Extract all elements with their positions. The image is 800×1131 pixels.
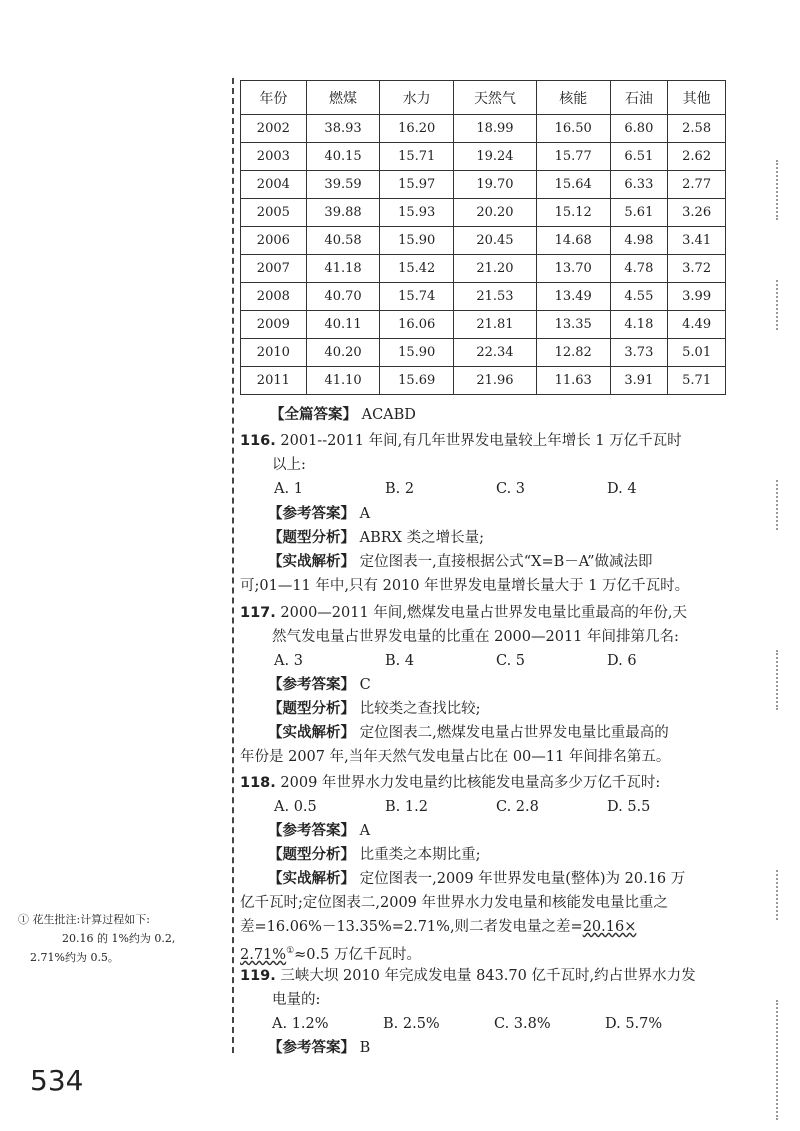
table-row [241,367,726,395]
question-117 [240,603,687,623]
table-cell: 15.64 [536,171,610,199]
question-text-cont: 电量的: [272,992,321,1008]
question-number: 119. [240,968,276,984]
table-header-cell: 其他 [668,81,726,115]
table-header-cell: 天然气 [454,81,537,115]
analysis-label: 【题型分析】 [268,847,355,863]
table-cell: 3.26 [668,199,726,227]
table-cell: 19.24 [454,143,537,171]
page-number: 534 [30,1064,84,1097]
option-d: D. 6 [607,653,637,669]
table-cell: 6.80 [610,115,668,143]
table-row [241,339,726,367]
table-cell: 19.70 [454,171,537,199]
analysis-label: 【题型分析】 [268,701,355,717]
option-d: D. 5.7% [605,1016,663,1032]
table-cell: 15.97 [380,171,454,199]
table-cell: 15.90 [380,227,454,255]
table-row [241,255,726,283]
full-answer-line [270,405,416,425]
table-cell: 39.59 [306,171,380,199]
table-header-cell: 石油 [610,81,668,115]
right-edge-marks [776,1000,778,1120]
answer-value: A [359,506,371,522]
full-answer-label: 【全篇答案】 [270,407,357,423]
solution-text-cont [240,941,421,965]
answer-value: B [359,1040,371,1056]
table-cell: 21.81 [454,311,537,339]
analysis-text: ABRX 类之增长量; [359,530,484,546]
analysis-text: 比重类之本期比重; [359,847,481,863]
solution-text-cont: 年份是 2007 年,当年天然气发电量占比在 00—11 年间排名第五。 [240,749,671,765]
table-cell: 40.20 [306,339,380,367]
table-cell: 41.10 [306,367,380,395]
option-a: A. 1.2% [272,1016,329,1032]
side-note-line: ① 花生批注:计算过程如下: [18,913,150,926]
table-cell: 40.15 [306,143,380,171]
analysis-label: 【题型分析】 [268,530,355,546]
table-cell: 15.69 [380,367,454,395]
table-cell: 2009 [241,311,307,339]
answer-line [268,1038,370,1058]
table-row [241,171,726,199]
table-cell: 15.90 [380,339,454,367]
table-header-cell: 核能 [536,81,610,115]
margin-divider [232,78,234,1053]
table-row [241,199,726,227]
solution-line [268,552,653,572]
table-cell: 14.68 [536,227,610,255]
right-edge-marks [776,160,778,220]
right-edge-marks [776,870,778,920]
table-cell: 13.70 [536,255,610,283]
table-cell: 2.62 [668,143,726,171]
table-cell: 3.41 [668,227,726,255]
answer-label: 【参考答案】 [268,1040,355,1056]
table-cell: 16.50 [536,115,610,143]
table-cell: 5.61 [610,199,668,227]
solution-text-cont: 可;01—11 年中,只有 2010 年世界发电量增长量大于 1 万亿千瓦时。 [240,578,690,594]
table-cell: 2011 [241,367,307,395]
energy-share-table [240,80,726,395]
table-cell: 15.77 [536,143,610,171]
analysis-line [268,845,481,865]
table-cell: 5.01 [668,339,726,367]
table-header-cell: 燃煤 [306,81,380,115]
table-cell: 2003 [241,143,307,171]
table-cell: 2008 [241,283,307,311]
solution-label: 【实战解析】 [268,554,355,570]
table-cell: 2007 [241,255,307,283]
right-edge-marks [776,650,778,710]
solution-text: ≈0.5 万亿千瓦时。 [294,946,421,963]
analysis-text: 比较类之查找比较; [359,701,481,717]
option-c: C. 3.8% [494,1016,551,1032]
table-cell: 15.93 [380,199,454,227]
option-d: D. 5.5 [607,799,651,815]
table-cell: 2010 [241,339,307,367]
table-cell: 6.51 [610,143,668,171]
table-cell: 4.49 [668,311,726,339]
table-cell: 39.88 [306,199,380,227]
answer-value: A [359,823,371,839]
table-cell: 4.78 [610,255,668,283]
table-cell: 2006 [241,227,307,255]
question-119 [240,966,696,986]
solution-line [268,869,685,889]
table-row [241,115,726,143]
table-row [241,283,726,311]
table-cell: 21.53 [454,283,537,311]
question-text: 2000—2011 年间,燃煤发电量占世界发电量比重最高的年份,天 [280,605,688,621]
answer-label: 【参考答案】 [268,506,355,522]
answer-label: 【参考答案】 [268,677,355,693]
solution-text: 差=16.06%－13.35%=2.71%,则二者发电量之差= [240,919,583,935]
table-cell: 20.20 [454,199,537,227]
table-cell: 3.91 [610,367,668,395]
annotated-calc: 20.16× [582,919,637,935]
question-text: 2009 年世界水力发电量约比核能发电量高多少万亿千瓦时: [280,775,661,791]
table-cell: 20.45 [454,227,537,255]
table-cell: 15.42 [380,255,454,283]
table-cell: 40.70 [306,283,380,311]
table-cell: 6.33 [610,171,668,199]
option-d: D. 4 [607,481,637,497]
full-answer-text: ACABD [361,407,416,423]
question-number: 116. [240,433,276,449]
solution-label: 【实战解析】 [268,871,355,887]
table-row [241,311,726,339]
solution-label: 【实战解析】 [268,725,355,741]
option-c: C. 2.8 [496,799,539,815]
option-a: A. 1 [274,481,303,497]
table-header-row [241,81,726,115]
option-a: A. 3 [274,653,303,669]
solution-text: 定位图表二,燃煤发电量占世界发电量比重最高的 [359,725,669,741]
solution-text-cont [240,917,636,937]
table-cell: 2005 [241,199,307,227]
table-cell: 15.12 [536,199,610,227]
table-cell: 2002 [241,115,307,143]
side-note-line: 2.71%约为 0.5。 [30,951,119,964]
table-cell: 21.96 [454,367,537,395]
answer-line [268,675,371,695]
table-cell: 13.49 [536,283,610,311]
table-cell: 11.63 [536,367,610,395]
answer-line [268,821,370,841]
question-text: 三峡大坝 2010 年完成发电量 843.70 亿千瓦时,约占世界水力发 [280,968,696,984]
table-cell: 12.82 [536,339,610,367]
answer-value: C [359,677,371,693]
option-c: C. 3 [496,481,526,497]
table-row [241,143,726,171]
answer-label: 【参考答案】 [268,823,355,839]
question-number: 117. [240,605,276,621]
solution-line [268,723,669,743]
table-cell: 38.93 [306,115,380,143]
table-cell: 22.34 [454,339,537,367]
table-cell: 13.35 [536,311,610,339]
side-note-line: 20.16 的 1%约为 0.2, [62,932,176,945]
table-cell: 2.77 [668,171,726,199]
option-b: B. 2.5% [383,1016,440,1032]
annotated-calc: 2.71% [240,946,287,963]
table-cell: 15.74 [380,283,454,311]
option-b: B. 2 [385,481,415,497]
table-cell: 4.55 [610,283,668,311]
table-cell: 3.73 [610,339,668,367]
answer-line [268,504,370,524]
table-cell: 4.18 [610,311,668,339]
question-116 [240,431,682,451]
table-cell: 41.18 [306,255,380,283]
table-cell: 18.99 [454,115,537,143]
table-cell: 16.20 [380,115,454,143]
table-cell: 21.20 [454,255,537,283]
analysis-line [268,528,484,548]
table-cell: 15.71 [380,143,454,171]
option-c: C. 5 [496,653,526,669]
table-cell: 16.06 [380,311,454,339]
question-text-cont: 然气发电量占世界发电量的比重在 2000—2011 年间排第几名: [272,629,679,645]
option-b: B. 1.2 [385,799,428,815]
solution-text: 定位图表一,2009 年世界发电量(整体)为 20.16 万 [359,871,686,887]
table-cell: 2.58 [668,115,726,143]
table-row [241,227,726,255]
option-a: A. 0.5 [274,799,317,815]
table-cell: 3.99 [668,283,726,311]
table-cell: 3.72 [668,255,726,283]
footnote-mark: ① [286,946,295,956]
table-cell: 4.98 [610,227,668,255]
right-edge-marks [776,280,778,330]
question-number: 118. [240,775,276,791]
right-edge-marks [776,480,778,530]
table-cell: 40.58 [306,227,380,255]
table-cell: 40.11 [306,311,380,339]
solution-text: 定位图表一,直接根据公式“X=B－A”做减法即 [359,554,653,570]
option-b: B. 4 [385,653,415,669]
table-header-cell: 水力 [380,81,454,115]
table-cell: 2004 [241,171,307,199]
solution-text-cont: 亿千瓦时;定位图表二,2009 年世界水力发电量和核能发电量比重之 [240,895,669,911]
table-header-cell: 年份 [241,81,307,115]
question-text-cont: 以上: [272,457,306,473]
analysis-line [268,699,481,719]
question-text: 2001--2011 年间,有几年世界发电量较上年增长 1 万亿千瓦时 [280,433,682,449]
question-118 [240,773,660,793]
table-cell: 5.71 [668,367,726,395]
